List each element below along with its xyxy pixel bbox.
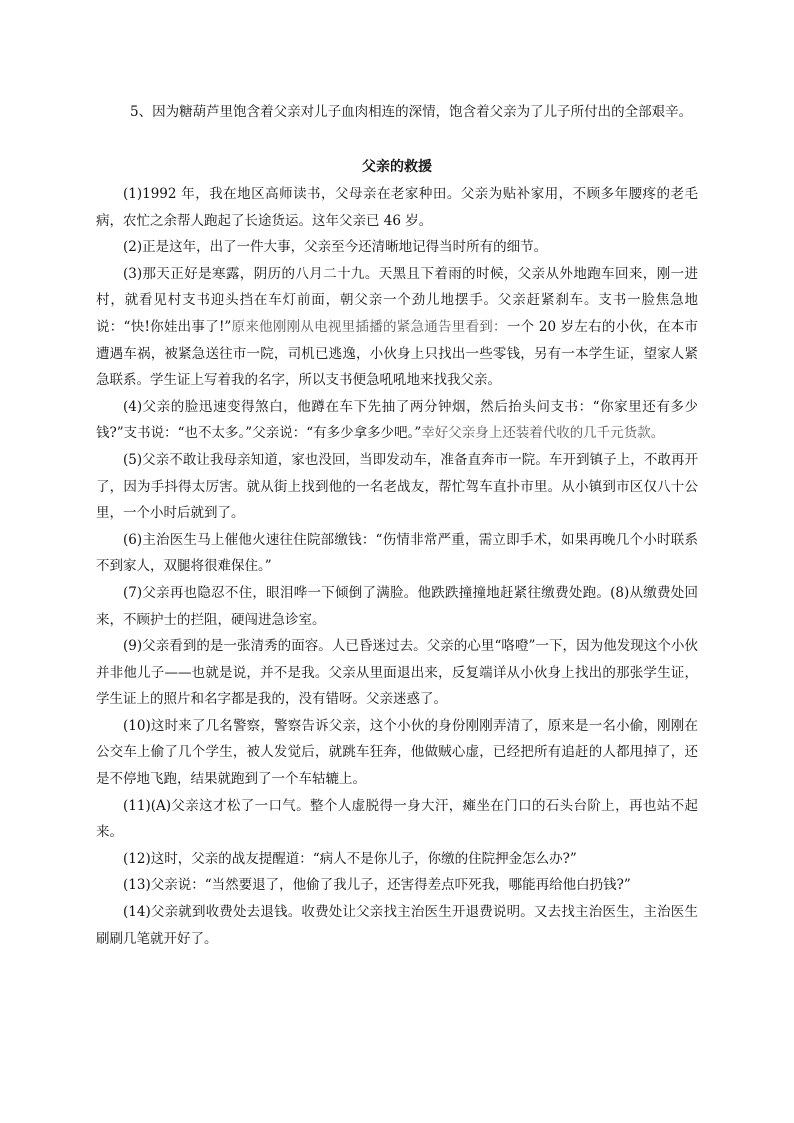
paragraph-4-part-2: 幸好父亲身上还装着代收的几千元货款。	[421, 425, 665, 442]
paragraph-7: (7)父亲再也隐忍不住，眼泪哗一下倾倒了满脸。他跌跌撞撞地赶紧往缴费处跑。(8)从缴费处回来，不顾护士的拦阻，硬闯进急诊室。	[96, 584, 698, 628]
paragraph-4-part-1: (4)父亲的脸迅速变得煞白，他蹲在车下先抽了两分钟烟，然后抬头问支书：“你家里还有多少钱?”支书说：“也不太多。”父亲说：“有多少拿多少吧。”	[96, 398, 698, 442]
paragraph-12: (12)这时，父亲的战友提醒道：“病人不是你儿子，你缴的住院押金怎么办?”	[123, 850, 577, 867]
paragraph-1: (1)1992 年，我在地区高师读书，父母亲在老家种田。父亲为贴补家用，不顾多年腰疼的老毛病，农忙之余帮人跑起了长途货运。这年父亲已 46 岁。	[96, 186, 698, 229]
article-body	[96, 181, 698, 952]
paragraph-13: (13)父亲说：“当然要退了，他偷了我儿子，还害得差点吓死我，哪能再给他白扔钱?”	[123, 877, 631, 894]
answer-item-5: 5、因为糖葫芦里饱含着父亲对儿子血肉相连的深情，饱含着父亲为了儿子所付出的全部艰辛。	[130, 104, 693, 120]
paragraph-4	[96, 394, 698, 447]
paragraph-14: (14)父亲就到收费处去退钱。收费处让父亲找主治医生开退费说明。又去找主治医生，主治医生刷刷几笔就开好了。	[96, 904, 698, 947]
paragraph-6: (6)主治医生马上催他火速往住院部缴钱：“伤情非常严重，需立即手术，如果再晚几个小时联系不到家人，双腿将很难保住。”	[96, 531, 698, 575]
article-title: 父亲的救援	[362, 159, 432, 175]
paragraph-5: (5)父亲不敢让我母亲知道，家也没回，当即发动车，准备直奔市一院。车开到镇子上，不敢再开了，因为手抖得太厉害。就从街上找到他的一名老战友，帮忙驾车直扑市里。从小镇到市区仅八十公里，一个小时后就到了。	[96, 451, 698, 522]
paragraph-2: (2)正是这年，出了一件大事，父亲至今还清晰地记得当时所有的细节。	[123, 239, 548, 256]
paragraph-9: (9)父亲看到的是一张清秀的面容。人已昏迷过去。父亲的心里“咯噔”一下，因为他发现这个小伙并非他儿子——也就是说，并不是我。父亲从里面退出来，反复端详从小伙身上找出的那张学生证，学生证上的照片和名字都是我的，没有错呀。父亲迷惑了。	[96, 638, 698, 708]
paragraph-3-part-1: (3)那天正好是寒露，阴历的八月二十九。天黑且下着雨的时候，父亲从外地跑车回来，刚一进村，就看见村支书迎头挡在车灯前面，朝父亲一个劲儿地摆手。父亲赶紧刹车。支书一脸焦急地说：“快!你娃出事了!”	[96, 265, 698, 335]
paragraph-11: (11)(A)父亲这才松了一口气。整个人虚脱得一身大汗，瘫坐在门口的石头台阶上，再也站不起来。	[96, 797, 698, 841]
paragraph-3	[96, 261, 698, 394]
paragraph-3-part-2: 原来他刚刚从电视里插播的紧急通告里看到：	[231, 318, 507, 335]
paragraph-10: (10)这时来了几名警察，警察告诉父亲，这个小伙的身份刚刚弄清了，原来是一名小偷，刚刚在公交车上偷了几个学生，被人发觉后，就跳车狂奔，他做贼心虚，已经把所有追赶的人都甩掉了，还是不停地飞跑，结果就跑到了一个车轱辘上。	[96, 717, 698, 788]
paragraph-3-part-3: 一个 20 岁左右的小伙，在本市遭遇车祸，被紧急送往市一院，司机已逃逸，小伙身上只找出一些零钱，另有一本学生证，望家人紧急联系。学生证上写着我的名字，所以支书便急吼吼地来找我父亲。	[96, 318, 699, 389]
